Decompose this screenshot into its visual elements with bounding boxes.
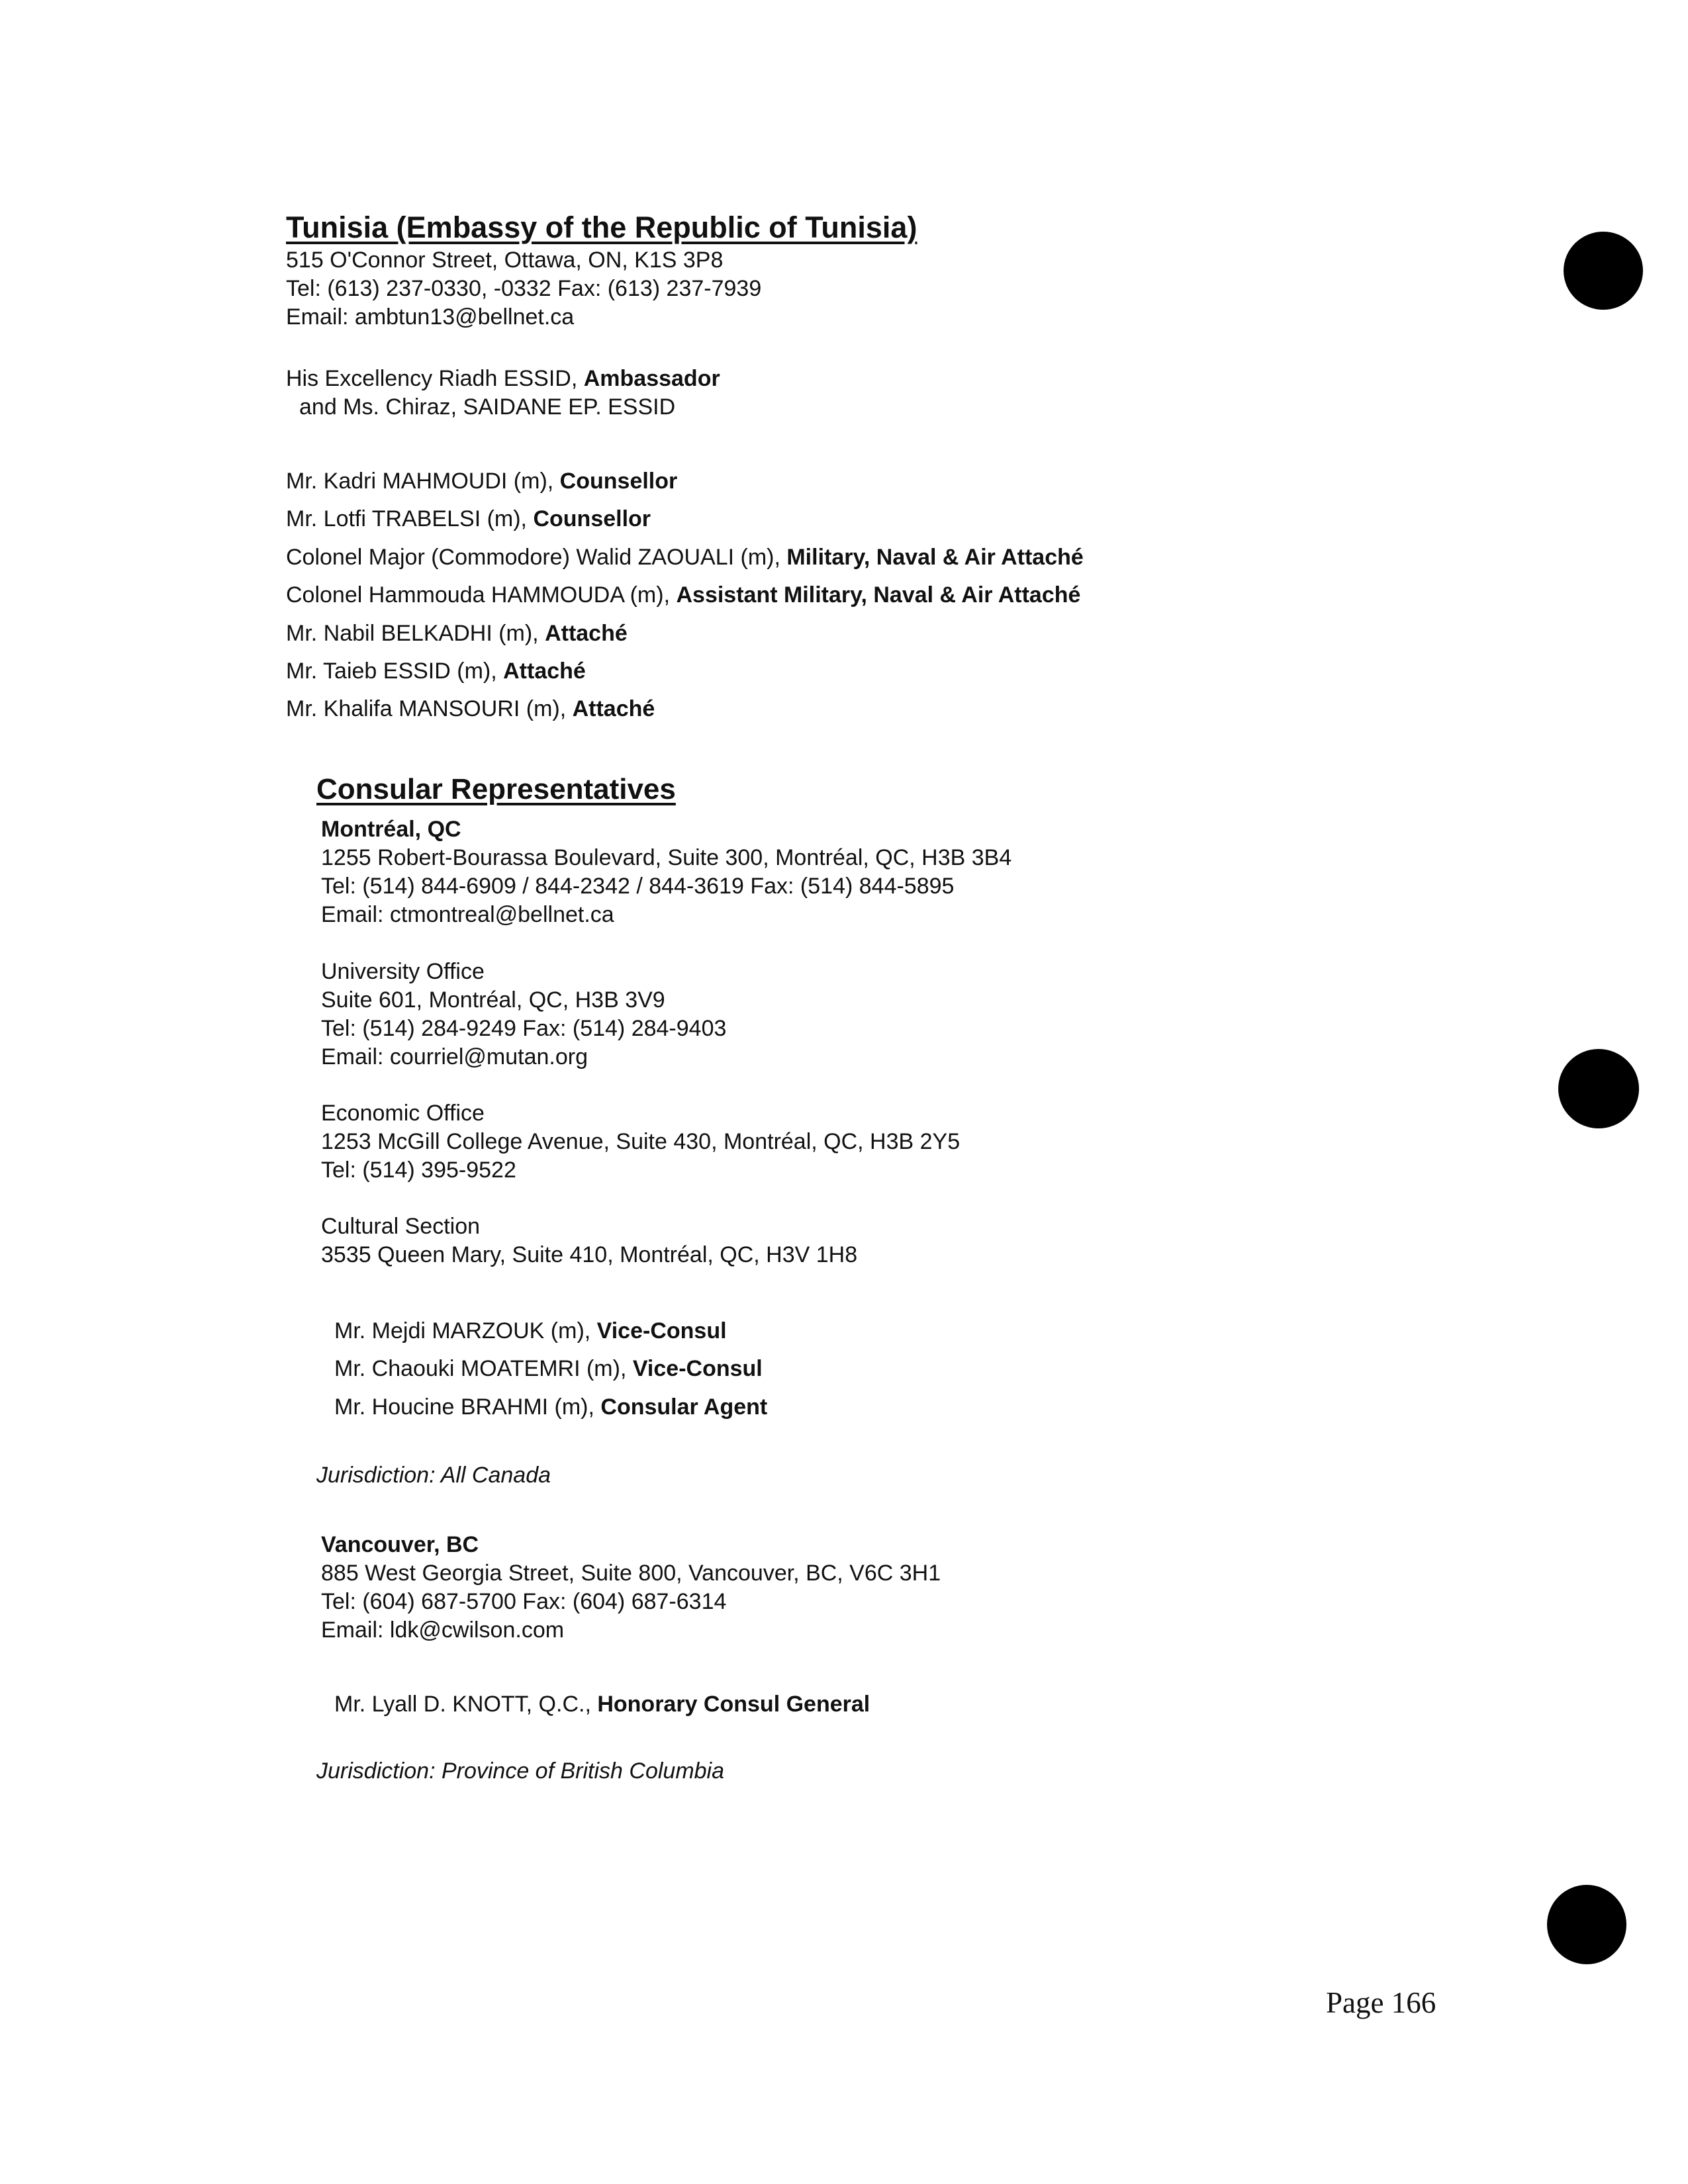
montreal-officer-row bbox=[334, 1317, 727, 1345]
embassy-email: Email: ambtun13@bellnet.ca bbox=[286, 304, 575, 330]
cultural-section-block bbox=[321, 1212, 857, 1269]
ambassador-spouse: and Ms. Chiraz, SAIDANE EP. ESSID bbox=[299, 394, 676, 420]
cultural-section-address: 3535 Queen Mary, Suite 410, Montréal, QC, H3V 1H8 bbox=[321, 1242, 858, 1267]
embassy-contact-block bbox=[286, 246, 761, 332]
binder-hole-bottom bbox=[1547, 1885, 1626, 1964]
officer-title: Consular Agent bbox=[600, 1394, 768, 1420]
vancouver-address: 885 West Georgia Street, Suite 800, Vancouver, BC, V6C 3H1 bbox=[321, 1561, 941, 1586]
embassy-title: Tunisia (Embassy of the Republic of Tunisia) bbox=[286, 210, 917, 244]
officer-title: Vice-Consul bbox=[596, 1318, 727, 1343]
staff-name: Mr. Kadri MAHMOUDI (m), bbox=[286, 469, 560, 494]
staff-name: Mr. Taieb ESSID (m), bbox=[286, 659, 504, 684]
staff-title: Attaché bbox=[545, 621, 628, 646]
montreal-address: 1255 Robert-Bourassa Boulevard, Suite 300, Montréal, QC, H3B 3B4 bbox=[321, 845, 1012, 870]
staff-name: Mr. Nabil BELKADHI (m), bbox=[286, 621, 545, 646]
officer-title: Vice-Consul bbox=[632, 1356, 763, 1381]
staff-row bbox=[286, 543, 1084, 572]
economic-office-phone: Tel: (514) 395-9522 bbox=[321, 1158, 516, 1183]
staff-row bbox=[286, 695, 655, 723]
vancouver-city: Vancouver, BC bbox=[321, 1532, 479, 1557]
staff-title: Assistant Military, Naval & Air Attaché bbox=[676, 582, 1081, 608]
binder-hole-top bbox=[1564, 232, 1643, 310]
montreal-officer-row bbox=[334, 1355, 763, 1383]
economic-office-block bbox=[321, 1099, 960, 1185]
consular-heading: Consular Representatives bbox=[316, 773, 676, 805]
officer-name: Mr. Chaouki MOATEMRI (m), bbox=[334, 1356, 633, 1381]
montreal-phone: Tel: (514) 844-6909 / 844-2342 / 844-3619 Fax: (514) 844-5895 bbox=[321, 874, 955, 899]
staff-row bbox=[286, 581, 1080, 610]
officer-title: Honorary Consul General bbox=[597, 1692, 870, 1717]
binder-hole-middle bbox=[1558, 1049, 1639, 1128]
staff-title: Attaché bbox=[503, 659, 586, 684]
montreal-city: Montréal, QC bbox=[321, 817, 461, 842]
ambassador-title: Ambassador bbox=[583, 366, 720, 391]
university-office-block bbox=[321, 958, 726, 1071]
vancouver-phone: Tel: (604) 687-5700 Fax: (604) 687-6314 bbox=[321, 1589, 727, 1614]
ambassador-name: His Excellency Riadh ESSID, bbox=[286, 366, 584, 391]
page-number: Page 166 bbox=[1326, 1986, 1436, 2019]
cultural-section-name: Cultural Section bbox=[321, 1214, 481, 1239]
staff-name: Colonel Major (Commodore) Walid ZAOUALI (m), bbox=[286, 545, 787, 570]
embassy-phone: Tel: (613) 237-0330, -0332 Fax: (613) 237-7939 bbox=[286, 276, 762, 301]
economic-office-name: Economic Office bbox=[321, 1101, 485, 1126]
economic-office-address: 1253 McGill College Avenue, Suite 430, Montréal, QC, H3B 2Y5 bbox=[321, 1129, 961, 1154]
staff-row bbox=[286, 619, 628, 648]
montreal-block bbox=[321, 815, 1011, 929]
staff-title: Military, Naval & Air Attaché bbox=[786, 545, 1084, 570]
embassy-address: 515 O'Connor Street, Ottawa, ON, K1S 3P8 bbox=[286, 248, 724, 273]
staff-title: Counsellor bbox=[559, 469, 678, 494]
staff-title: Counsellor bbox=[533, 506, 651, 531]
vancouver-officer-row bbox=[334, 1690, 870, 1719]
officer-name: Mr. Lyall D. KNOTT, Q.C., bbox=[334, 1692, 598, 1717]
staff-name: Colonel Hammouda HAMMOUDA (m), bbox=[286, 582, 677, 608]
montreal-email: Email: ctmontreal@bellnet.ca bbox=[321, 902, 614, 927]
university-office-address: Suite 601, Montréal, QC, H3B 3V9 bbox=[321, 987, 665, 1013]
staff-row bbox=[286, 505, 651, 533]
vancouver-email: Email: ldk@cwilson.com bbox=[321, 1617, 565, 1643]
montreal-officer-row bbox=[334, 1393, 767, 1422]
ambassador-line bbox=[286, 365, 720, 393]
university-office-name: University Office bbox=[321, 959, 485, 984]
officer-name: Mr. Houcine BRAHMI (m), bbox=[334, 1394, 601, 1420]
vancouver-block bbox=[321, 1531, 941, 1645]
officer-name: Mr. Mejdi MARZOUK (m), bbox=[334, 1318, 597, 1343]
vancouver-jurisdiction: Jurisdiction: Province of British Columbia bbox=[316, 1758, 725, 1784]
staff-name: Mr. Lotfi TRABELSI (m), bbox=[286, 506, 534, 531]
staff-row bbox=[286, 657, 586, 686]
university-office-email: Email: courriel@mutan.org bbox=[321, 1044, 588, 1069]
staff-title: Attaché bbox=[572, 696, 655, 721]
staff-row bbox=[286, 467, 677, 496]
university-office-phone: Tel: (514) 284-9249 Fax: (514) 284-9403 bbox=[321, 1016, 727, 1041]
montreal-jurisdiction: Jurisdiction: All Canada bbox=[316, 1463, 551, 1488]
staff-name: Mr. Khalifa MANSOURI (m), bbox=[286, 696, 573, 721]
